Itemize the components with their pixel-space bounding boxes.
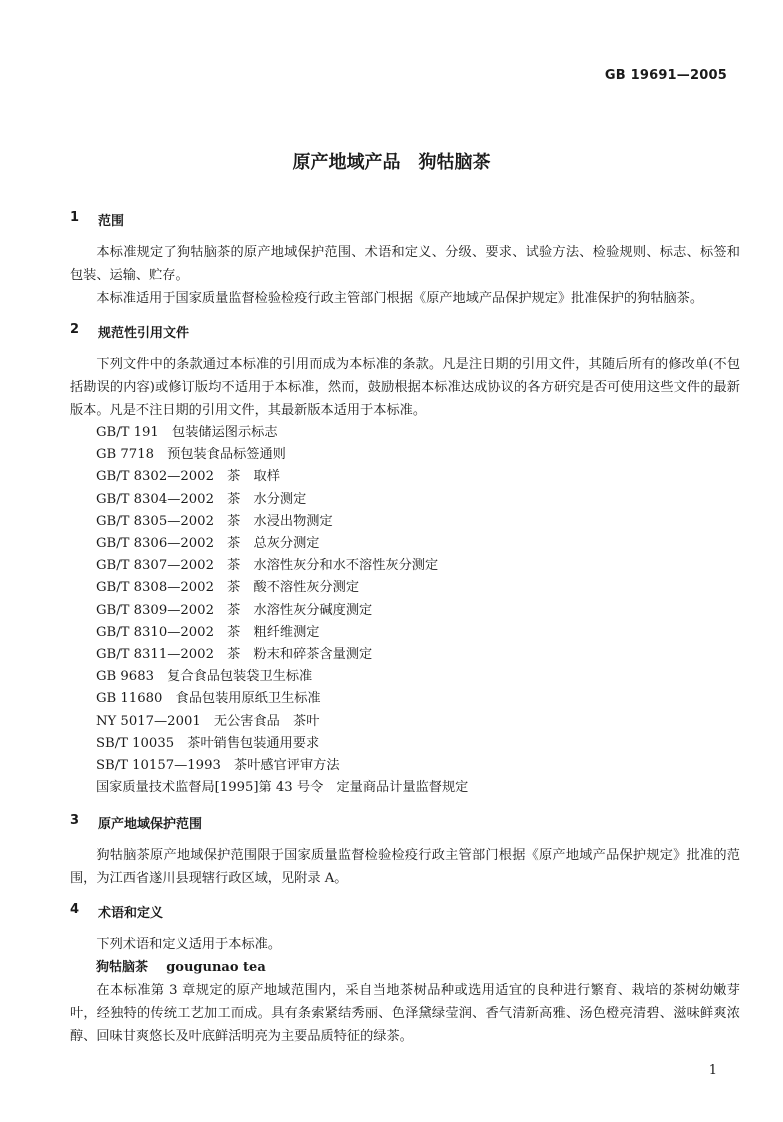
reference-item: GB/T 8311—2002 茶 粉末和碎茶含量测定 (96, 647, 373, 663)
term-chinese: 狗牯脑茶 (96, 960, 149, 976)
term-entry (70, 956, 740, 979)
term-definition: 在本标准第 3 章规定的原产地域范围内，采自当地茶树品种或选用适宜的良种进行繁育、栽培的茶树幼嫩芽叶，经独特的传统工艺加工而成。具有条索紧结秀丽、色泽黛绿莹润、香气清新高雅、汤色橙亮清碧、滋味鲜爽浓醇、回味甘爽悠长及叶底鲜活明亮为主要品质特征的绿茶。 (70, 983, 740, 1045)
section-number: 3 (70, 813, 80, 829)
section-number: 1 (70, 210, 80, 225)
paragraph: 本标准规定了狗牯脑茶的原产地域保护范围、术语和定义、分级、要求、试验方法、检验规则、标志、标签和包装、运输、贮存。 (70, 245, 740, 283)
section-number: 2 (70, 322, 80, 337)
reference-item: SB/T 10035 茶叶销售包装通用要求 (96, 735, 320, 751)
reference-item: GB/T 8306—2002 茶 总灰分测定 (96, 536, 320, 552)
reference-item: GB 11680 食品包装用原纸卫生标准 (96, 691, 321, 707)
page-title: 原产地域产品 狗牯脑茶 (292, 152, 491, 173)
term-english: gougunao tea (166, 960, 266, 976)
paragraph: 下列术语和定义适用于本标准。 (96, 937, 282, 953)
section-title: 术语和定义 (98, 906, 164, 922)
reference-item: GB/T 8307—2002 茶 水溶性灰分和水不溶性灰分测定 (96, 558, 439, 574)
paragraph: 本标准适用于国家质量监督检验检疫行政主管部门根据《原产地域产品保护规定》批准保护的狗牯脑茶。 (96, 291, 704, 306)
reference-item: GB/T 8310—2002 茶 粗纤维测定 (96, 624, 320, 640)
reference-list (70, 422, 740, 799)
section-heading-terms-definitions (70, 902, 740, 921)
reference-item: GB 9683 复合食品包装袋卫生标准 (96, 669, 313, 685)
section-heading-normative-references (70, 322, 740, 341)
reference-item: NY 5017—2001 无公害食品 茶叶 (96, 713, 320, 729)
reference-item: GB 7718 预包装食品标签通则 (96, 447, 286, 463)
reference-item: GB/T 8304—2002 茶 水分测定 (96, 491, 307, 507)
section-title: 原产地域保护范围 (98, 817, 203, 833)
reference-item: GB/T 8305—2002 茶 水浸出物测定 (96, 513, 333, 529)
reference-item: GB/T 8309—2002 茶 水溶性灰分碱度测定 (96, 602, 373, 618)
reference-item: GB/T 8308—2002 茶 酸不溶性灰分测定 (96, 580, 360, 596)
paragraph: 狗牯脑茶原产地域保护范围限于国家质量监督检验检疫行政主管部门根据《原产地域产品保护规定》批准的范围，为江西省遂川县现辖行政区域，见附录 A。 (70, 848, 740, 887)
reference-item: GB/T 8302—2002 茶 取样 (96, 469, 280, 485)
reference-item: 国家质量技术监督局[1995]第 43 号令 定量商品计量监督规定 (96, 780, 469, 796)
section-title: 规范性引用文件 (98, 326, 190, 341)
paragraph: 下列文件中的条款通过本标准的引用而成为本标准的条款。凡是注日期的引用文件，其随后所有的修改单(不包括勘误的内容)或修订版均不适用于本标准，然而，鼓励根据本标准达成协议的各方研究是否可使用这些文件的最新版本。凡是不注日期的引用文件，其最新版本适用于本标准。 (70, 357, 740, 418)
section-heading-protection-scope (70, 813, 740, 832)
reference-item: SB/T 10157—1993 茶叶感官评审方法 (96, 758, 340, 774)
section-heading-scope (70, 210, 740, 229)
document-body (70, 210, 740, 1048)
section-number: 4 (70, 902, 80, 918)
reference-item: GB/T 191 包装储运图示标志 (96, 425, 278, 440)
page-number: 1 (708, 1063, 717, 1078)
section-title: 范围 (98, 214, 125, 229)
standard-number: GB 19691—2005 (604, 68, 727, 83)
